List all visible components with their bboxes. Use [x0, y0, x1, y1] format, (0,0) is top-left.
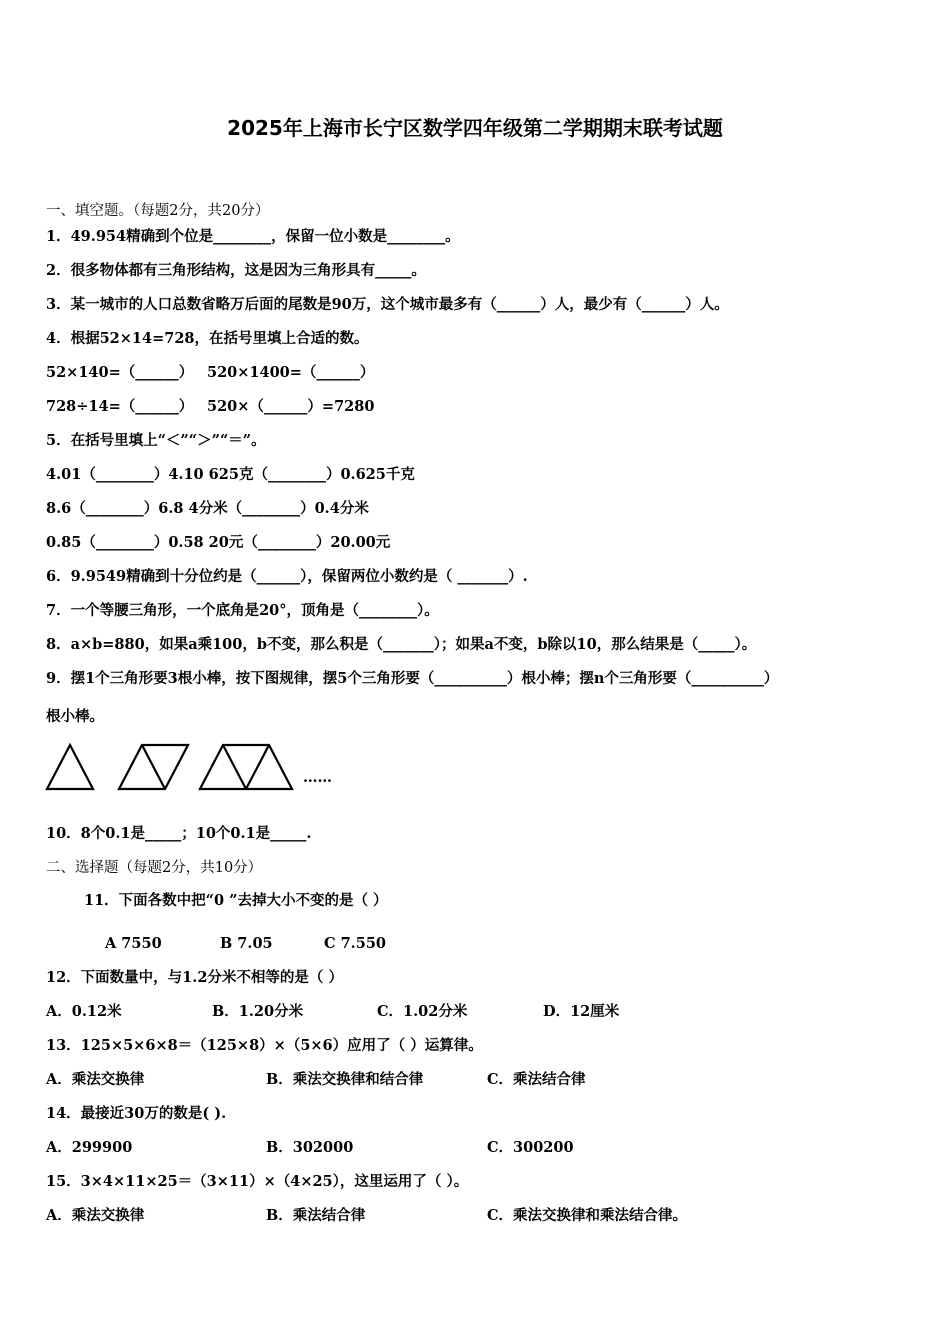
question-15-option-b: B．乘法结合律 [266, 1207, 366, 1224]
pattern-one-triangle [47, 745, 93, 789]
question-15-option-c: C．乘法交换律和乘法结合律。 [487, 1207, 688, 1224]
question-11-option-b: B 7.05 [220, 935, 273, 952]
question-9: 9．摆1个三角形要3根小棒，按下图规律，摆5个三角形要（__________）根小棒；摆n个三角形要（__________） [46, 670, 779, 687]
question-12-option-b: B．1.20分米 [212, 1003, 304, 1020]
pattern-ellipsis: …… [303, 769, 332, 786]
section-2-heading: 二、选择题（每题2分，共10分） [46, 860, 263, 876]
pattern-two-triangles [119, 745, 188, 789]
question-4-part-b: 520×1400=（______） [207, 364, 375, 381]
question-10: 10．8个0.1是_____；10个0.1是_____. [46, 825, 312, 842]
question-12-option-c: C．1.02分米 [377, 1003, 468, 1020]
question-12-option-a: A．0.12米 [46, 1003, 122, 1020]
question-14-option-c: C．300200 [487, 1139, 574, 1156]
question-13-option-b: B．乘法交换律和结合律 [266, 1071, 424, 1088]
question-3: 3．某一城市的人口总数省略万后面的尾数是90万，这个城市最多有（______）人，最少有（______）人。 [46, 296, 729, 313]
page-title: 2025年上海市长宁区数学四年级第二学期期末联考试题 [227, 116, 723, 140]
question-14-option-a: A．299900 [46, 1139, 133, 1156]
question-4-part-c: 728÷14=（______） [46, 398, 194, 415]
question-5-row-2: 8.6（________）6.8 4分米（________）0.4分米 [46, 500, 369, 517]
question-11: 11．下面各数中把“0 ”去掉大小不变的是（ ） [84, 892, 388, 909]
question-13-option-a: A．乘法交换律 [46, 1071, 145, 1088]
question-5-row-1: 4.01（________）4.10 625克（________）0.625千克 [46, 466, 415, 483]
question-4-part-d: 520×（______）=7280 [207, 398, 375, 415]
question-13: 13．125×5×6×8＝（125×8）×（5×6）应用了（ ）运算律。 [46, 1037, 483, 1054]
question-4: 4．根据52×14=728，在括号里填上合适的数。 [46, 330, 369, 347]
question-5-row-3: 0.85（________）0.58 20元（________）20.00元 [46, 534, 391, 551]
question-11-option-a: A 7550 [105, 935, 162, 952]
question-7: 7．一个等腰三角形，一个底角是20°，顶角是（________）。 [46, 602, 439, 619]
question-8: 8．a×b=880，如果a乘100，b不变，那么积是（_______）；如果a不变，b除以10，那么结果是（_____）。 [46, 636, 757, 653]
pattern-three-triangles [200, 745, 292, 789]
question-14-option-b: B．302000 [266, 1139, 354, 1156]
question-11-option-c: C 7.550 [324, 935, 386, 952]
question-1: 1．49.954精确到个位是________，保留一位小数是________。 [46, 228, 460, 245]
question-14: 14．最接近30万的数是( ). [46, 1105, 227, 1122]
question-6: 6．9.9549精确到十分位约是（______），保留两位小数约是（ _______）. [46, 568, 528, 585]
question-12-option-d: D．12厘米 [543, 1003, 620, 1020]
question-15-option-a: A．乘法交换律 [46, 1207, 145, 1224]
question-13-option-c: C．乘法结合律 [487, 1071, 586, 1088]
question-2: 2．很多物体都有三角形结构，这是因为三角形具有_____。 [46, 262, 426, 279]
question-12: 12．下面数量中，与1.2分米不相等的是（ ） [46, 969, 343, 986]
question-5: 5．在括号里填上“＜”“＞”“＝”。 [46, 432, 266, 449]
question-4-part-a: 52×140=（______） [46, 364, 194, 381]
question-9-continued: 根小棒。 [46, 708, 104, 725]
triangle-stick-pattern-figure [44, 740, 344, 796]
question-15: 15．3×4×11×25＝（3×11）×（4×25），这里运用了（ ）。 [46, 1173, 469, 1190]
section-1-heading: 一、填空题。（每题2分，共20分） [46, 203, 270, 219]
